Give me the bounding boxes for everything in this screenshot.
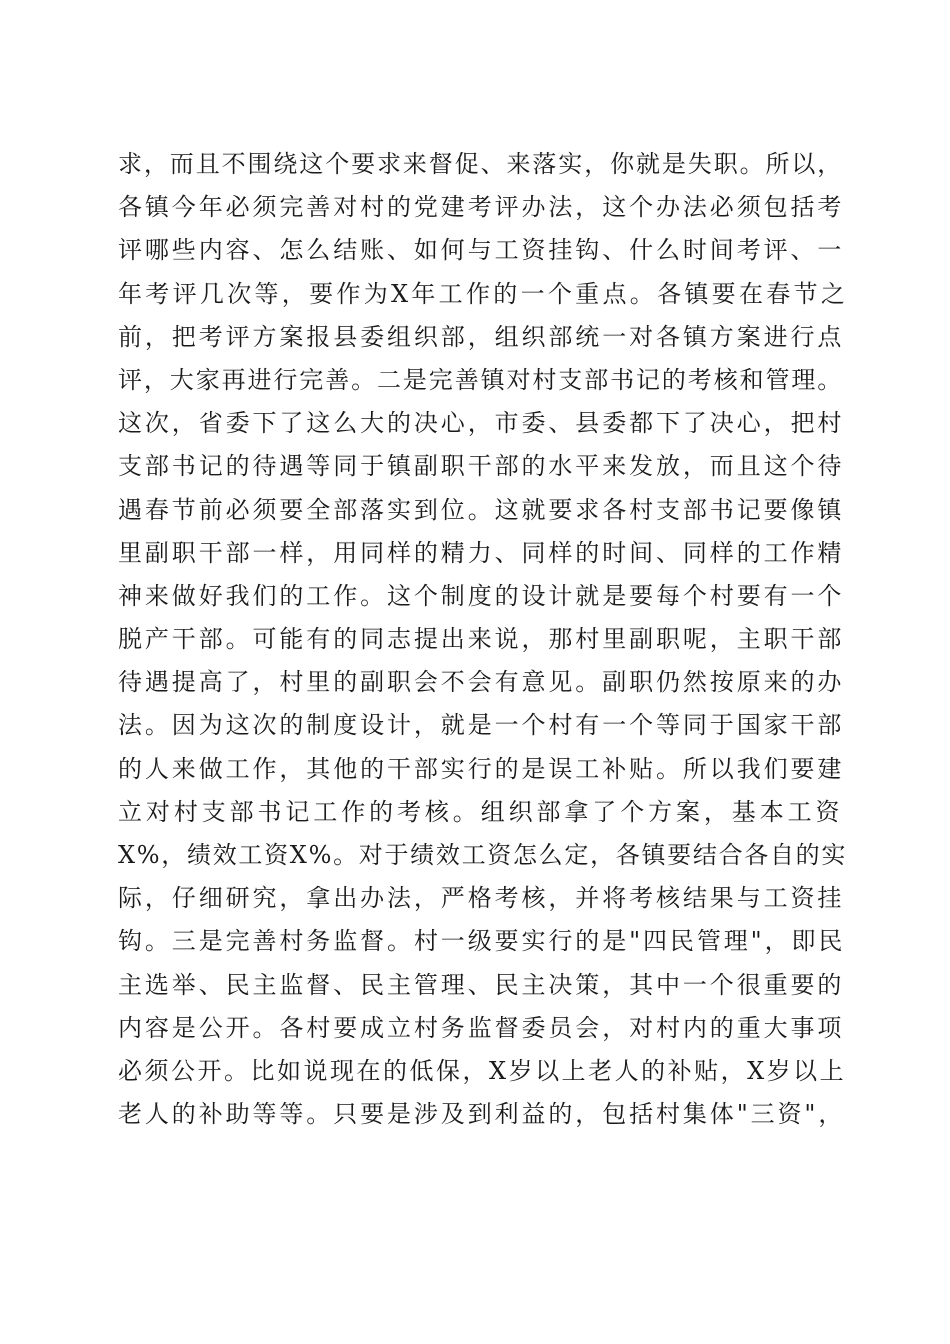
text-line: X%，绩效工资X%。对于绩效工资怎么定，各镇要结合各自的实 [118, 841, 848, 869]
text-line: 评，大家再进行完善。二是完善镇对村支部书记的考核和管理。 [118, 365, 844, 394]
text-line: 各镇今年必须完善对村的党建考评办法，这个办法必须包括考 [118, 193, 845, 222]
text-line: 内容是公开。各村要成立村务监督委员会，对村内的重大事项 [118, 1013, 845, 1042]
text-line: 老人的补助等等。只要是涉及到利益的，包括村集体"三资"， [118, 1100, 846, 1129]
text-line: 神来做好我们的工作。这个制度的设计就是要每个村要有一个 [118, 581, 845, 610]
text-line: 求，而且不围绕这个要求来督促、来落实，你就是失职。所以， [118, 150, 844, 178]
text-line: 的人来做工作，其他的干部实行的是误工补贴。所以我们要建 [118, 754, 845, 783]
text-line: 评哪些内容、怎么结账、如何与工资挂钩、什么时间考评、一 [118, 236, 845, 265]
text-line: 立对村支部书记工作的考核。组织部拿了个方案，基本工资 [118, 797, 844, 826]
text-line: 脱产干部。可能有的同志提出来说，那村里副职呢，主职干部 [118, 625, 845, 654]
text-line: 待遇提高了，村里的副职会不会有意见。副职仍然按原来的办 [118, 668, 845, 697]
text-line: 这次，省委下了这么大的决心，市委、县委都下了决心，把村 [118, 409, 845, 438]
text-line: 前，把考评方案报县委组织部，组织部统一对各镇方案进行点 [118, 322, 845, 351]
text-line: 遇春节前必须要全部落实到位。这就要求各村支部书记要像镇 [118, 495, 845, 524]
text-line: 钩。三是完善村务监督。村一级要实行的是"四民管理"，即民 [118, 927, 846, 956]
text-line: 际，仔细研究，拿出办法，严格考核，并将考核结果与工资挂 [118, 884, 845, 913]
text-line: 支部书记的待遇等同于镇副职干部的水平来发放，而且这个待 [118, 452, 845, 481]
text-line: 主选举、民主监督、民主管理、民主决策，其中一个很重要的 [118, 970, 845, 999]
text-line: 里副职干部一样，用同样的精力、同样的时间、同样的工作精 [118, 538, 845, 567]
text-line: 必须公开。比如说现在的低保，X岁以上老人的补贴，X岁以上 [118, 1056, 847, 1085]
text-line: 法。因为这次的制度设计，就是一个村有一个等同于国家干部 [118, 711, 845, 740]
body-text [118, 143, 848, 1136]
text-line: 年考评几次等，要作为X年工作的一个重点。各镇要在春节之 [118, 279, 849, 308]
